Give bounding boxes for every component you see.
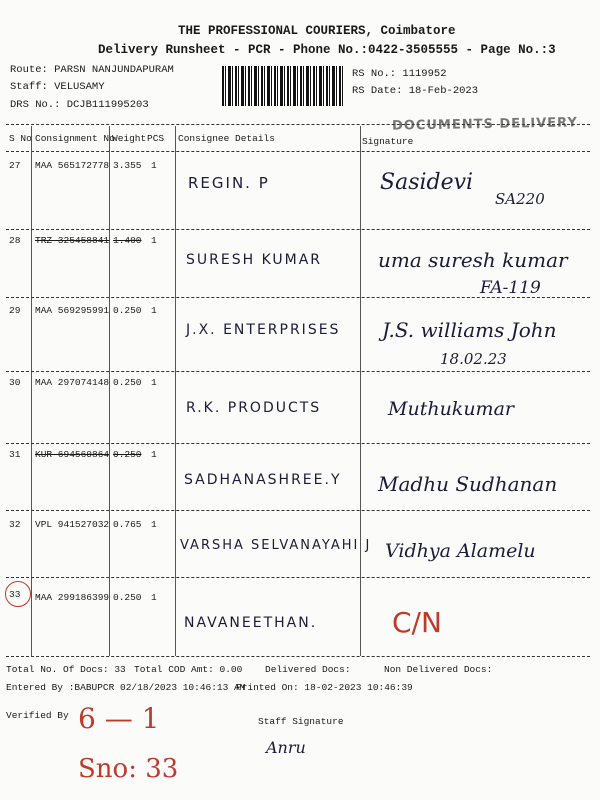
row-pcs: 1 [151, 160, 157, 171]
row-divider [6, 297, 590, 298]
col-pcs: PCS [147, 133, 165, 144]
col-consignment: Consignment No [35, 133, 115, 144]
row-pcs: 1 [151, 592, 157, 603]
row-sno: 31 [9, 449, 21, 460]
total-cod: Total COD Amt: 0.00 [134, 664, 243, 675]
row-signature: Sasidevi [380, 170, 474, 195]
header-divider-bottom [6, 151, 590, 152]
row-divider [6, 229, 590, 230]
row-pcs: 1 [151, 449, 157, 460]
row-weight: 0.250 [113, 449, 142, 460]
col-signature: Signature [362, 136, 414, 147]
col-consignee: Consignee Details [178, 133, 275, 144]
staff-signature: Anru [266, 738, 306, 757]
row-consignee-handwritten: VARSHA SELVANAYAHI J [180, 538, 372, 553]
row-consignment: MAA 299186399 [35, 592, 110, 603]
row-consignee-handwritten: SADHANASHREE.Y [184, 472, 342, 488]
total-docs: Total No. Of Docs: 33 [6, 664, 126, 675]
row-signature-note: SA220 [495, 190, 545, 208]
row-consignment: MAA 565172778 [35, 160, 110, 171]
rs-number: RS No.: 1119952 [352, 68, 447, 80]
row-weight: 1.400 [113, 235, 142, 246]
barcode [222, 66, 344, 106]
col-weight: Weight [112, 133, 147, 144]
row-signature: Muthukumar [388, 398, 514, 420]
runsheet-subtitle: Delivery Runsheet - PCR - Phone No.:0422-3505555 - Page No.:3 [98, 43, 556, 57]
row-signature: J.S. williams John [382, 318, 557, 342]
route-label: Route: PARSN NANJUNDAPURAM [10, 64, 174, 76]
row-sno: 32 [9, 519, 21, 530]
row-signature-cn: C/N [392, 606, 442, 639]
row-consignment: MAA 297074148 [35, 377, 110, 388]
row-consignee-handwritten: SURESH KUMAR [186, 252, 323, 268]
row-divider [6, 443, 590, 444]
row-sno: 33 [9, 589, 21, 600]
staff-label: Staff: VELUSAMY [10, 81, 105, 93]
row-consignee-handwritten: NAVANEETHAN. [184, 615, 318, 631]
sno-note: Sno: 33 [78, 754, 179, 784]
row-pcs: 1 [151, 519, 157, 530]
row-consignment: VPL 941527032 [35, 519, 110, 530]
documents-delivery-stamp: DOCUMENTS DELIVERY [391, 115, 578, 134]
row-pcs: 1 [151, 235, 157, 246]
row-signature: Vidhya Alamelu [385, 540, 536, 562]
row-divider [6, 577, 590, 578]
table-divider-end [6, 656, 590, 657]
row-pcs: 1 [151, 377, 157, 388]
row-signature-note: 18.02.23 [440, 350, 507, 368]
row-divider [6, 371, 590, 372]
row-signature: Madhu Sudhanan [378, 472, 558, 496]
row-consignee-handwritten: J.X. ENTERPRISES [186, 322, 341, 338]
row-signature: uma suresh kumar [378, 248, 568, 272]
row-consignment: MAA 569295991 [35, 305, 110, 316]
rs-date: RS Date: 18-Feb-2023 [352, 85, 479, 97]
header-divider-top [6, 124, 590, 125]
row-sno: 28 [9, 235, 21, 246]
company-title: THE PROFESSIONAL COURIERS, Coimbatore [178, 24, 456, 38]
staff-signature-label: Staff Signature [258, 716, 344, 727]
row-sno: 29 [9, 305, 21, 316]
row-sno: 27 [9, 160, 21, 171]
non-delivered-docs: Non Delivered Docs: [384, 664, 493, 675]
row-divider [6, 510, 590, 511]
row-weight: 0.250 [113, 377, 142, 388]
delivered-docs: Delivered Docs: [265, 664, 351, 675]
row-consignment: TRZ 325458841 [35, 235, 110, 246]
row-weight: 0.765 [113, 519, 142, 530]
row-signature-note: FA-119 [480, 278, 541, 298]
verified-note: 6 — 1 [78, 702, 160, 735]
printed-on: Printed On: 18-02-2023 10:46:39 [236, 682, 413, 693]
row-sno: 30 [9, 377, 21, 388]
col-sno: S No [9, 133, 32, 144]
row-consignment: KUR 694560864 [35, 449, 110, 460]
verified-by-label: Verified By [6, 710, 69, 721]
row-pcs: 1 [151, 305, 157, 316]
row-weight: 0.250 [113, 592, 142, 603]
row-consignee-handwritten: R.K. PRODUCTS [186, 400, 322, 416]
row-weight: 0.250 [113, 305, 142, 316]
entered-by: Entered By :BABUPCR 02/18/2023 10:46:13 AM [6, 682, 246, 693]
row-consignee-handwritten: REGIN. P [188, 174, 270, 192]
drs-number: DRS No.: DCJB111995203 [10, 99, 149, 111]
row-weight: 3.355 [113, 160, 142, 171]
